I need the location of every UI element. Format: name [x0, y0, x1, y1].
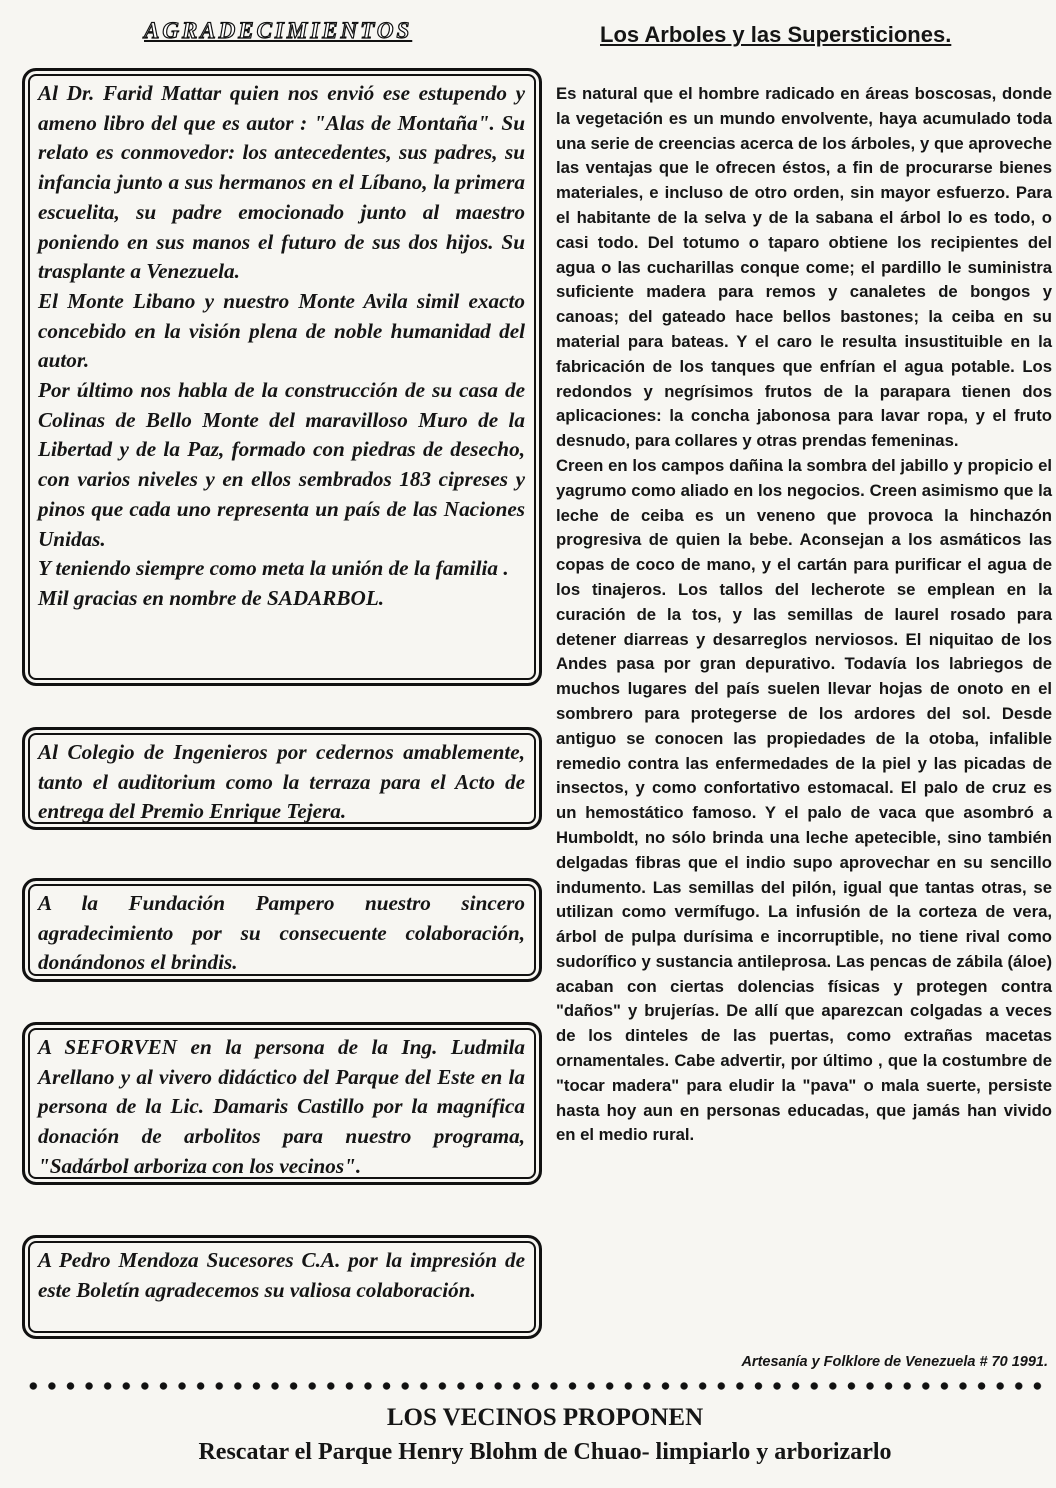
- article-source: Artesanía y Folklore de Venezuela # 70 1991.: [741, 1354, 1048, 1370]
- thanks-heading: AGRADECIMIENTOS: [144, 18, 413, 43]
- article-body: [556, 82, 1052, 1148]
- thanks-box-seforven: [22, 1022, 542, 1185]
- thanks-paragraph: A Pedro Mendoza Sucesores C.A. por la impresión de este Boletín agradecemos su valiosa colaboración.: [38, 1248, 525, 1302]
- bottom-subtitle: Rescatar el Parque Henry Blohm de Chuao- limpiarlo y arborizarlo: [198, 1439, 892, 1465]
- article-heading: Los Arboles y las Supersticiones.: [600, 22, 952, 47]
- thanks-paragraph: Al Dr. Farid Mattar quien nos envió ese estupendo y ameno libro del que es autor : "Alas de Montaña". Su relato es conmovedor: los antecedentes, sus padres, su infancia junto a sus hermanos en el Líbano, la primera escuelita, su padre emocionado junto al maestro poniendo en sus manos el futuro de sus dos hijos. Su trasplante a Venezuela.: [38, 81, 525, 284]
- thanks-box-mattar: [22, 68, 542, 686]
- thanks-paragraph: Mil gracias en nombre de SADARBOL.: [38, 585, 385, 610]
- thanks-box-pampero: [22, 878, 542, 982]
- thanks-paragraph: El Monte Libano y nuestro Monte Avila simil exacto concebido en la visión plena de noble humanidad del autor.: [38, 288, 525, 373]
- thanks-paragraph: Y teniendo siempre como meta la unión de la familia .: [38, 556, 509, 581]
- thanks-paragraph: Al Colegio de Ingenieros por cedernos amablemente, tanto el auditorium como la terraza para el Acto de entrega del Premio Enrique Tejera.: [38, 740, 525, 824]
- article-paragraph: Es natural que el hombre radicado en áreas boscosas, donde la vegetación es un mundo envolvente, haya acumulado toda una serie de creencias acerca de los árboles, y que aproveche las ventajas que le ofrecen éstos, a fin de procurarse bienes materiales, e incluso de otro orden, sin mayor esfuerzo. Para el habitante de la selva y de la sabana el árbol lo es todo, o casi todo. Del totumo o taparo obtiene los recipientes del agua o las cucharillas conque come; el pardillo le suministra suficiente madera para remos y canaletes de bongos y canoas; del gateado hace bellos bastones; la ceiba en su material para bateas. Y el caro le resulta insustituible en la fabricación de los tanques que enfrían el agua potable. Los redondos y negrísimos frutos de la parapara tienen dos aplicaciones: la concha jabonosa para lavar ropa, y el fruto desnudo, para collares y otras prendas femeninas.: [556, 84, 1052, 451]
- article-paragraph: Creen en los campos dañina la sombra del jabillo y propicio el yagrumo como aliado en los negocios. Creen asimismo que la leche de ceiba es un veneno que provoca la hinchazón progresiva de quien la bebe. Aconsejan a los asmáticos las copas de coco de mano, y el cartán para purificar el agua de los tinajeros. Los tallos del lecherote se emplean en la curación de la tos, y las semillas de laurel rosado para detener diarreas y desarreglos nerviosos. El niquitao de los Andes pasa por gran depurativo. Todavía los labriegos de muchos lugares del país suelen llevar hojas de onoto en el sombrero para protegerse de los ardores del sol. Desde antiguo se conocen las propiedades de la otoba, infalible remedio contra las enfermedades de la piel y las picadas de insectos, y como confortativo estomacal. El palo de cruz es un hemostático famoso. Y el palo de vaca que asombró a Humboldt, no sólo brinda una leche apetecible, sino también delgadas fibras que el indio supo aprovechar en su sencillo indumento. Las semillas del pilón, igual que tantas otras, se utilizan como vermífugo. La infusión de la corteza de vera, árbol de pulpa durísima e incorruptible, no tiene rival como sudorífico y sustancia antileprosa. Las pencas de zábila (áloe) acaban con ciertas dolencias físicas y protegen contra "daños" y brujerías. De allí que aparezcan colgadas a veces de los dinteles de las puertas, como extrañas macetas ornamentales. Cabe advertir, por último , que la costumbre de "tocar madera" para eludir la "pava" o mala suerte, persiste hasta hoy aun en personas educadas, que jamás han vivido en el medio rural.: [556, 455, 1052, 1145]
- thanks-box-mendoza: [22, 1235, 542, 1339]
- thanks-paragraph: A la Fundación Pampero nuestro sincero agradecimiento por su consecuente colaboración, donándonos el brindis.: [38, 891, 525, 975]
- thanks-box-colegio: [22, 727, 542, 830]
- thanks-paragraph: Por último nos habla de la construcción de su casa de Colinas de Bello Monte del maravilloso Muro de la Libertad y de la Paz, formado con piedras de desecho, con varios niveles y en ellos sembrados 183 cipreses y pinos que cada uno representa un país de las Naciones Unidas.: [38, 378, 525, 551]
- thanks-paragraph: A SEFORVEN en la persona de la Ing. Ludmila Arellano y al vivero didáctico del Parque del Este en la persona de la Lic. Damaris Castillo por la magnífica donación de arbolitos para nuestro programa, "Sadárbol arboriza con los vecinos".: [38, 1035, 525, 1178]
- dotted-divider: [24, 1380, 1048, 1392]
- bottom-title: LOS VECINOS PROPONEN: [386, 1404, 704, 1431]
